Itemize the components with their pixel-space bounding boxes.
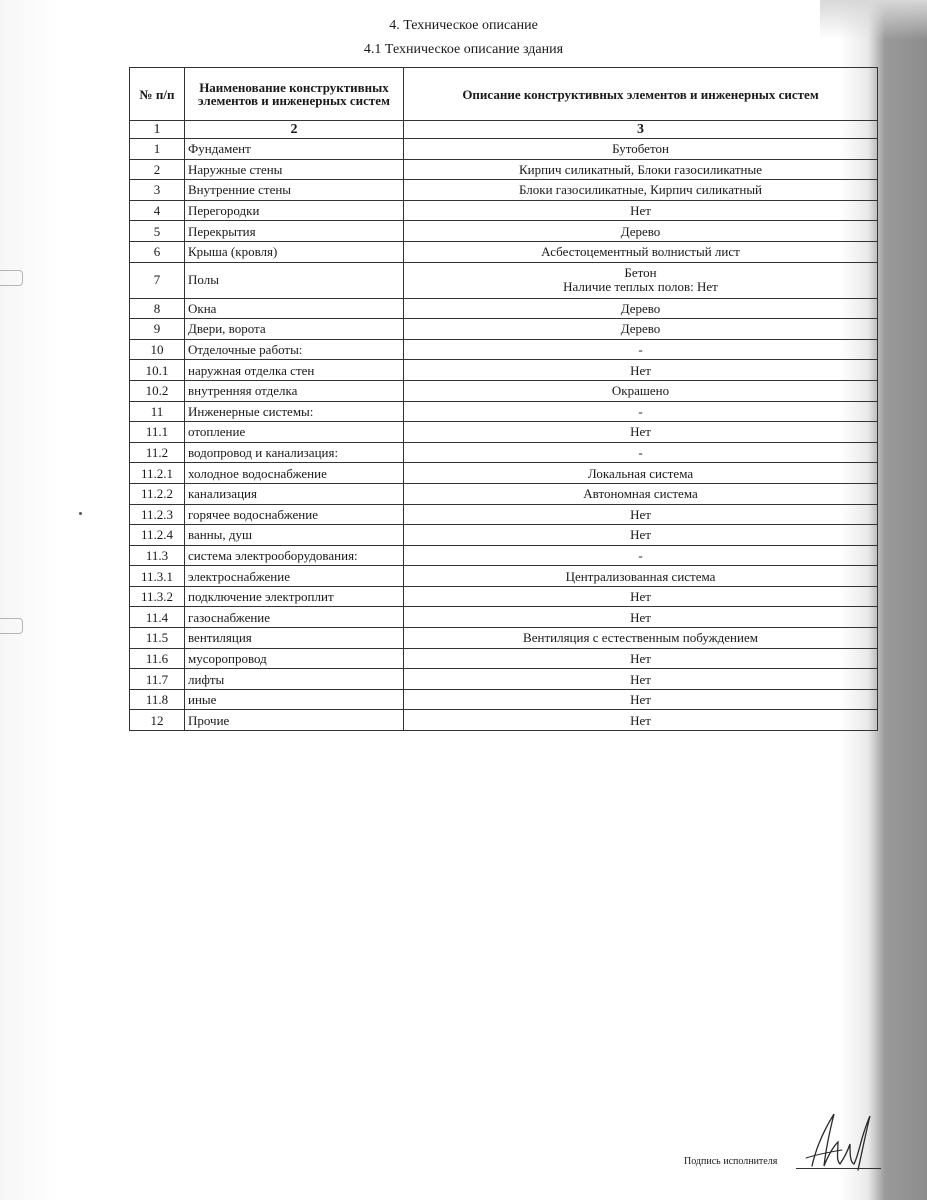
table-row [130,221,878,242]
row-element-name: Прочие [185,710,404,731]
row-description-line: Асбестоцементный волнистый лист [541,244,740,260]
row-description [404,483,878,504]
row-element-name: подключение электроплит [185,586,404,607]
row-element-name: лифты [185,669,404,690]
row-element-name: отопление [185,422,404,443]
row-description [404,200,878,221]
row-description [404,339,878,360]
row-description [404,241,878,262]
row-description-line: Дерево [620,321,661,337]
table-row [130,483,878,504]
row-element-name: Перекрытия [185,221,404,242]
column-number-1: 1 [130,121,185,139]
row-element-name: ванны, душ [185,525,404,546]
row-number: 11 [130,401,185,422]
row-number: 11.2.4 [130,525,185,546]
row-number: 11.5 [130,628,185,649]
row-number: 11.2.2 [130,483,185,504]
binder-mark-lower [0,618,23,634]
row-description [404,710,878,731]
row-element-name: Отделочные работы: [185,339,404,360]
row-element-name: система электрооборудования: [185,545,404,566]
row-element-name: наружная отделка стен [185,360,404,381]
table-row [130,422,878,443]
row-element-name: водопровод и канализация: [185,442,404,463]
row-number: 11.3 [130,545,185,566]
row-number: 11.1 [130,422,185,443]
table-row [130,628,878,649]
row-number: 11.2.3 [130,504,185,525]
table-row [130,566,878,587]
row-description [404,545,878,566]
column-number-3: 3 [404,121,878,139]
table-row [130,442,878,463]
table-row [130,586,878,607]
row-description-line: Нет [630,650,651,666]
row-description-line: Блоки газосиликатные, Кирпич силикатный [518,182,763,198]
row-description [404,525,878,546]
row-description-line: - [638,445,643,461]
table-row [130,159,878,180]
row-description [404,628,878,649]
row-number: 1 [130,139,185,160]
row-description [404,566,878,587]
row-number: 12 [130,710,185,731]
column-number-2: 2 [185,121,404,139]
table-row [130,545,878,566]
row-number: 11.2.1 [130,463,185,484]
row-element-name: Крыша (кровля) [185,241,404,262]
row-element-name: Фундамент [185,139,404,160]
row-description-line: Дерево [620,223,661,239]
row-number: 11.2 [130,442,185,463]
table-row [130,139,878,160]
row-element-name: иные [185,689,404,710]
row-description-line: Нет [630,609,651,625]
table-row [130,525,878,546]
table-row [130,360,878,381]
table-row [130,710,878,731]
row-description-line: - [638,403,643,419]
row-description-line: Нет [630,589,651,605]
table-row [130,319,878,340]
row-number: 11.4 [130,607,185,628]
row-description-line: Локальная система [587,465,694,481]
row-description [404,669,878,690]
row-description [404,504,878,525]
row-element-name: канализация [185,483,404,504]
row-description [404,298,878,319]
row-number: 7 [130,262,185,298]
header-description: Описание конструктивных элементов и инженерных систем [404,68,878,121]
row-number: 10.1 [130,360,185,381]
signature-area [684,1108,884,1178]
row-element-name: мусоропровод [185,648,404,669]
row-description [404,360,878,381]
table-row [130,200,878,221]
row-element-name: внутренняя отделка [185,380,404,401]
row-element-name: Окна [185,298,404,319]
row-element-name: Инженерные системы: [185,401,404,422]
header-number: № п/п [130,68,185,121]
row-description-line: Автономная система [583,486,698,502]
table-row [130,262,878,298]
row-description [404,180,878,201]
row-description-line: Нет [630,203,651,219]
row-number: 2 [130,159,185,180]
table-row [130,648,878,669]
row-description [404,422,878,443]
row-description-line: Централизованная система [565,568,716,584]
row-description-line: Нет [630,506,651,522]
row-number: 11.6 [130,648,185,669]
table-row [130,463,878,484]
table-row [130,241,878,262]
row-element-name: Перегородки [185,200,404,221]
row-description-line: - [638,342,643,358]
row-number: 10 [130,339,185,360]
row-number: 11.8 [130,689,185,710]
row-description-line: Вентиляция с естественным побуждением [523,630,758,646]
row-description-line: Нет [630,692,651,708]
table-row [130,180,878,201]
row-element-name: Внутренние стены [185,180,404,201]
row-element-name: вентиляция [185,628,404,649]
row-description [404,159,878,180]
row-description [404,463,878,484]
row-number: 11.3.1 [130,566,185,587]
row-description [404,139,878,160]
row-description [404,607,878,628]
table-row [130,298,878,319]
row-number: 9 [130,319,185,340]
table-body [130,139,878,731]
row-element-name: Полы [185,262,404,298]
row-description-line: Бетон [624,265,657,281]
row-description-line: Нет [630,362,651,378]
row-number: 8 [130,298,185,319]
row-number: 4 [130,200,185,221]
row-element-name: горячее водоснабжение [185,504,404,525]
row-description [404,648,878,669]
row-description-line: Дерево [620,300,661,316]
row-description [404,689,878,710]
row-number: 3 [130,180,185,201]
row-number: 10.2 [130,380,185,401]
table-row [130,689,878,710]
row-description [404,586,878,607]
table-row [130,380,878,401]
table-header-row [130,68,878,121]
row-description [404,221,878,242]
row-description-line-2: Наличие теплых полов: Нет [563,279,718,295]
row-element-name: газоснабжение [185,607,404,628]
row-element-name: Двери, ворота [185,319,404,340]
row-number: 11.3.2 [130,586,185,607]
table-row [130,669,878,690]
column-numbers-row [130,121,878,139]
scan-dot [79,512,82,515]
row-description-line: Нет [630,671,651,687]
row-element-name: электроснабжение [185,566,404,587]
row-description [404,442,878,463]
handwritten-signature [794,1108,874,1176]
row-element-name: холодное водоснабжение [185,463,404,484]
row-element-name: Наружные стены [185,159,404,180]
row-description-line: Кирпич силикатный, Блоки газосиликатные [518,161,763,177]
binder-mark-upper [0,270,23,286]
row-description-line: - [638,547,643,563]
row-description-line: Нет [630,712,651,728]
table-row [130,504,878,525]
row-description [404,319,878,340]
technical-description-table [129,67,878,731]
row-description [404,262,878,298]
header-name: Наименование конструктивных элементов и инженерных систем [185,68,404,121]
row-description [404,401,878,422]
table-row [130,339,878,360]
row-number: 11.7 [130,669,185,690]
row-number: 5 [130,221,185,242]
row-description-line: Нет [630,527,651,543]
section-title: 4. Техническое описание [389,18,538,33]
row-description-line: Окрашено [611,383,670,399]
row-description-line: Бутобетон [612,141,669,157]
row-description-line: Нет [630,424,651,440]
row-number: 6 [130,241,185,262]
subsection-title: 4.1 Техническое описание здания [363,42,564,57]
signature-label: Подпись исполнителя [684,1156,778,1167]
table-row [130,607,878,628]
row-description [404,380,878,401]
table-row [130,401,878,422]
